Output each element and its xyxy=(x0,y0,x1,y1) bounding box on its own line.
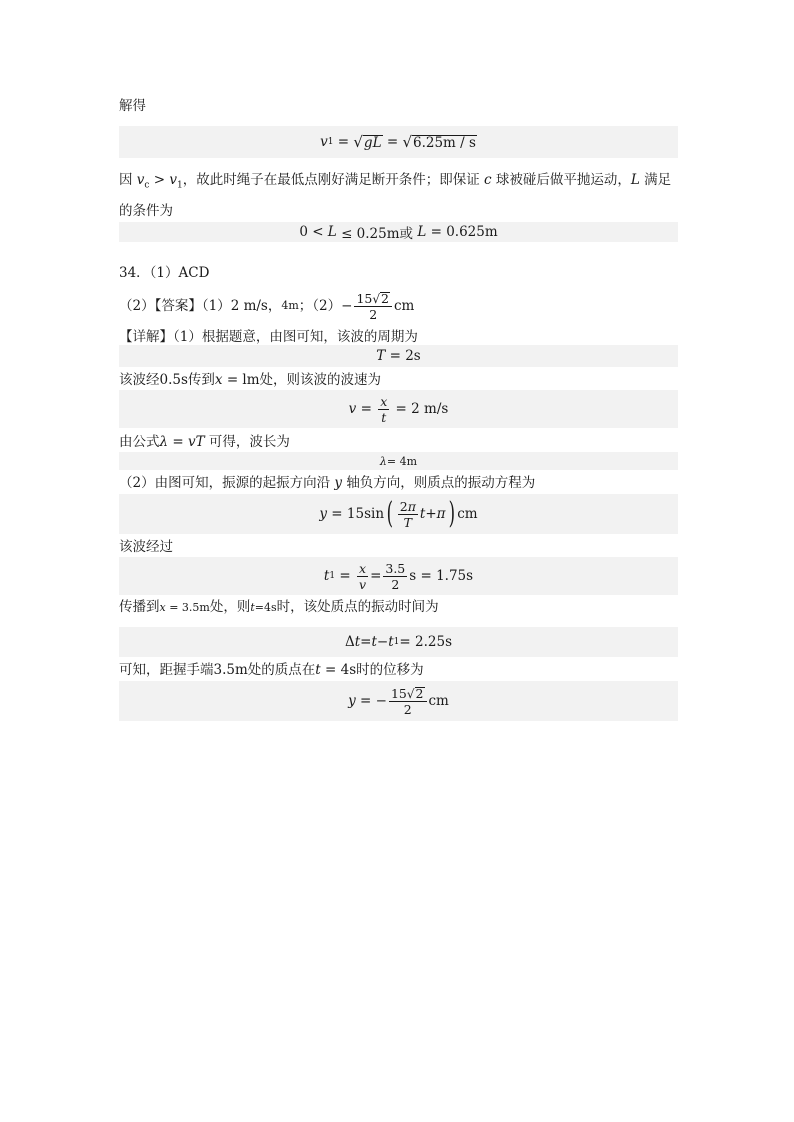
equation-period: T = 2s xyxy=(119,345,678,367)
equation-v1 xyxy=(119,126,678,158)
equation-displacement: y = − 15 √ 2 2 cm xyxy=(119,681,678,721)
text-condition-intro: 因 $v_c > v_1$，故此时绳子在最低点刚好满足断开条件；即保证 c 球被碰后做平抛运动，L 满足 xyxy=(119,172,672,191)
detail-6: 传播到x = 3.5m处，则t=4s时，该处质点的振动时间为 xyxy=(119,599,439,615)
equation-t1: t 1 = $\frac{x}{v}$ = $\frac{3.5}{2}$ s = 1.75s xyxy=(119,557,678,595)
detail-5: 该波经过 xyxy=(119,539,173,555)
detail-7: 可知，距握手端3.5m处的质点在t = 4s时的位移为 xyxy=(119,662,424,678)
question-34: 34．（1）ACD xyxy=(119,265,210,281)
answer-line: （2）【答案】（1） 2 m/s ， 4m ；（2） − 15 √ 2 2 cm xyxy=(119,290,415,322)
equation-dt: Δ t = t − t 1 = 2.25s xyxy=(119,627,678,657)
detail-1: 【详解】（1）根据题意，由图可知，该波的周期为 xyxy=(119,329,418,345)
detail-4: （2）由图可知，振源的起振方向沿 y 轴负方向，则质点的振动方程为 xyxy=(119,475,536,491)
equation-v1-expr: v 1 = √ gL = √ 6.25m / s xyxy=(320,132,476,151)
text-condition-label: 的条件为 xyxy=(119,203,173,219)
detail-2: 该波经0.5s传到x = lm处，则该波的波速为 xyxy=(119,372,382,388)
equation-speed: v = $\frac{x}{t}$ = 2 m/s xyxy=(119,390,678,428)
equation-condition: 0 < L ≤ 0.25m或 L = 0.625m xyxy=(119,222,678,242)
equation-vibration: y = 15sin ( $\frac{2\pi}{T}$ t + π ) cm xyxy=(119,494,678,534)
equation-wavelength: λ = 4m xyxy=(119,452,678,470)
detail-3: 由公式λ = vT 可得，波长为 xyxy=(119,434,290,450)
text-jiede: 解得 xyxy=(119,98,146,114)
